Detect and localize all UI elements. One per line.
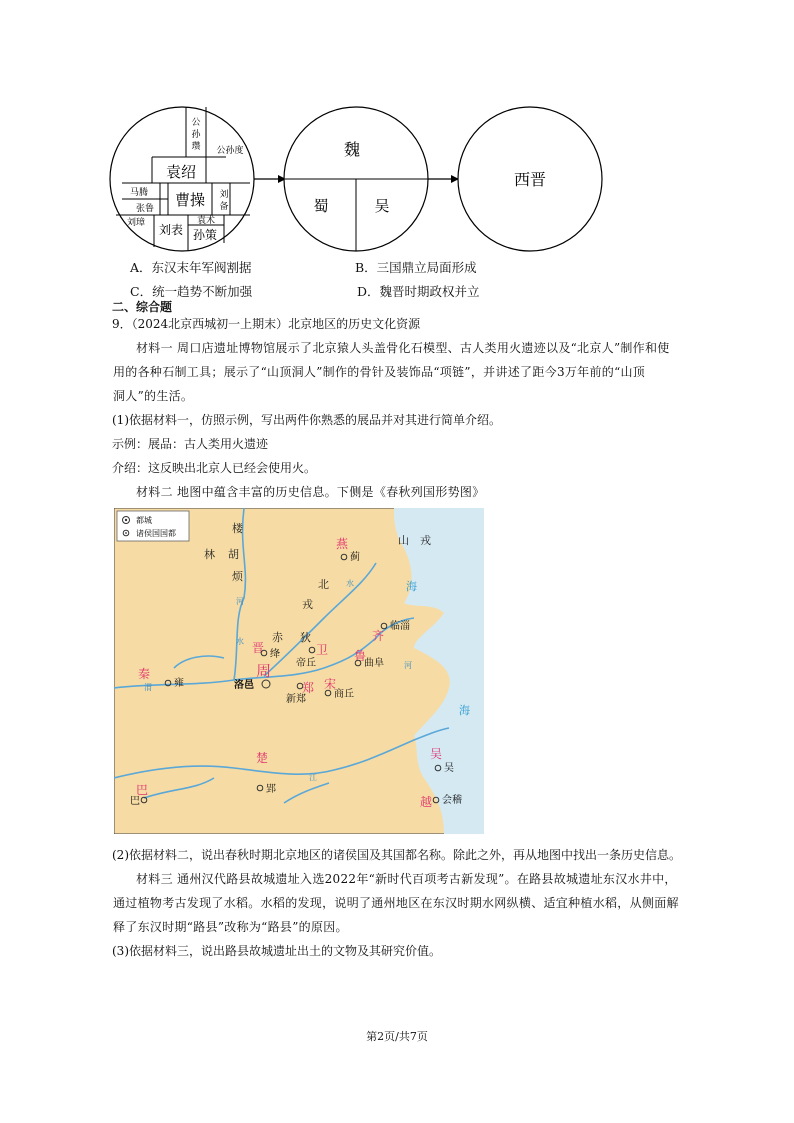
material3-line3: 释了东汉时期“路县”改称为“路县”的原因。: [113, 920, 348, 934]
state-label: 晋: [252, 641, 265, 655]
material1-line3: 洞人”的生活。: [113, 389, 194, 403]
question-head: 9．（2024北京西城初一上期末）北京地区的历史文化资源: [112, 317, 421, 331]
river-label: 水: [236, 637, 244, 646]
people-label: 楼: [232, 522, 243, 535]
jin-label: 西晋: [513, 170, 547, 189]
material1-line2: 用的各种石制工具；展示了“山顶洞人”制作的骨针及装饰品“项链”，并讲述了距今3万年前的“山顶: [113, 365, 646, 379]
people-label: 烦: [232, 570, 243, 583]
legend-label: 诸侯国国都: [136, 529, 176, 538]
warlord-label: 袁术: [196, 216, 216, 226]
warlord-label: 瓒: [191, 142, 201, 152]
capital-label: 雍: [174, 678, 184, 689]
legend-label: 都城: [136, 516, 152, 525]
state-label: 宋: [324, 677, 337, 691]
capital-label: 会稽: [442, 795, 462, 806]
warlord-label: 刘璋: [126, 218, 146, 228]
state-label: 秦: [138, 667, 151, 681]
warlord-label: 公孙度: [216, 146, 244, 156]
people-label: 赤: [272, 631, 283, 644]
people-label: 山: [398, 534, 409, 547]
state-label: 燕: [336, 537, 349, 551]
state-label: 鲁: [354, 649, 367, 663]
kingdom-label: 吴: [374, 197, 390, 215]
kingdom-label: 魏: [343, 140, 361, 159]
river-label: 河: [404, 661, 412, 670]
state-label: 巴: [136, 783, 149, 797]
capital-label: 蓟: [350, 552, 360, 563]
river-label: 渭: [144, 683, 152, 692]
material1-line1: 材料一 周口店遗址博物馆展示了北京猿人头盖骨化石模型、古人类用火遗迹以及“北京人”制作和使: [136, 341, 670, 355]
state-label: 楚: [256, 751, 269, 765]
material2: 材料二 地图中蕴含丰富的历史信息。下侧是《春秋列国形势图》: [136, 485, 485, 499]
people-label: 林: [204, 548, 215, 561]
spring-autumn-map: [114, 508, 484, 834]
state-label: 卫: [316, 643, 329, 657]
people-label: 狄: [300, 631, 311, 644]
kingdom-label: 蜀: [313, 197, 329, 215]
warlord-label: 公: [191, 118, 201, 128]
capital-label: 新郑: [286, 694, 306, 705]
warlord-label: 孙: [191, 130, 201, 140]
page-footer: 第2页/共7页: [366, 1030, 428, 1043]
option-b: B．三国鼎立局面形成: [355, 260, 477, 275]
material3-line1: 材料三 通州汉代路县故城遗址入选2022年“新时代百项考古新发现”。在路县故城遗址东汉水井中，: [136, 872, 677, 886]
history-diagram: [108, 105, 608, 255]
capital-label: 洛邑: [234, 680, 254, 691]
question-2: (2)依据材料二，说出春秋时期北京地区的诸侯国及其国都名称。除此之外，再从地图中找出一条历史信息。: [112, 848, 682, 862]
question-3: (3)依据材料三，说出路县故城遗址出土的文物及其研究价值。: [112, 944, 442, 958]
example-line: 示例：展品：古人类用火遗迹: [112, 437, 269, 451]
capital-label: 商丘: [334, 689, 354, 700]
state-label: 越: [420, 795, 433, 809]
people-label: 胡: [228, 548, 239, 561]
state-label: 周: [256, 662, 272, 680]
capital-label: 临淄: [390, 621, 410, 632]
capital-label: 绛: [270, 649, 280, 660]
river-label: 江: [309, 773, 317, 782]
warlord-label: 刘: [219, 190, 229, 200]
state-label: 郑: [302, 681, 315, 695]
warlord-label: 刘表: [158, 223, 184, 237]
option-c: C．统一趋势不断加强: [130, 284, 253, 299]
people-label: 戎: [420, 534, 431, 547]
warlord-label: 曹操: [174, 191, 206, 209]
state-label: 齐: [372, 629, 385, 643]
question-1: (1)依据材料一，仿照示例，写出两件你熟悉的展品并对其进行简单介绍。: [112, 413, 502, 427]
sea-label: 海: [406, 580, 417, 593]
state-label: 吴: [430, 747, 443, 761]
sea-label: 海: [459, 704, 470, 717]
option-d: D．魏晋时期政权并立: [357, 284, 480, 299]
warlord-label: 马腾: [129, 188, 149, 198]
option-a: A．东汉末年军阀割据: [130, 260, 252, 275]
capital-label: 郢: [266, 784, 276, 795]
warlord-label: 张鲁: [135, 204, 155, 214]
warlord-label: 袁绍: [165, 163, 197, 181]
capital-label: 帝丘: [296, 658, 316, 669]
capital-label: 曲阜: [364, 658, 384, 669]
people-label: 戎: [302, 598, 313, 611]
river-label: 水: [346, 579, 354, 588]
warlord-label: 备: [219, 202, 229, 212]
capital-label: 吴: [444, 763, 454, 774]
material3-line2: 通过植物考古发现了水稻。水稻的发现，说明了通州地区在东汉时期水网纵横、适宜种植水稻，从侧面解: [113, 896, 679, 910]
intro-line: 介绍：这反映出北京人已经会使用火。: [112, 461, 317, 475]
people-label: 北: [318, 578, 329, 591]
warlord-label: 孙策: [192, 228, 218, 242]
river-label: 河: [236, 597, 244, 606]
capital-label: 巴: [130, 796, 140, 807]
section-title: 二、综合题: [112, 300, 173, 314]
